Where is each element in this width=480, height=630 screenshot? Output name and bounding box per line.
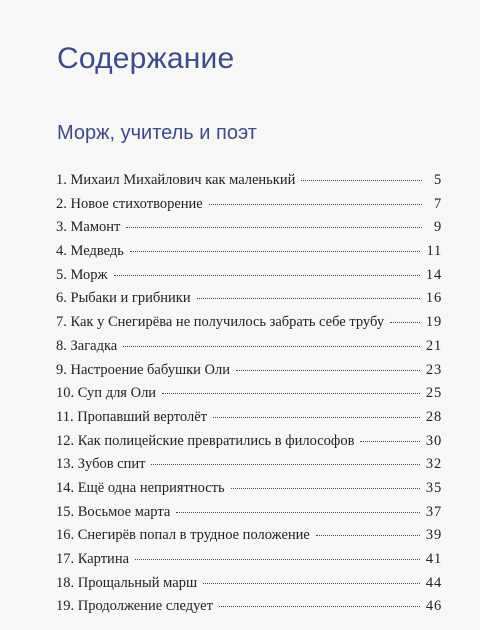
toc-entry-page-number: 28 <box>425 408 442 425</box>
toc-entry-title: 7. Как у Снегирёва не получилось забрать себе трубу <box>56 314 385 331</box>
toc-entry-title: 12. Как полицейские превратились в философов <box>56 432 355 449</box>
toc-entry-page-number: 30 <box>425 432 442 449</box>
toc-entry-page-number: 37 <box>425 503 442 520</box>
dot-leader <box>123 346 420 347</box>
dot-leader <box>130 251 421 252</box>
toc-entry-title: 13. Зубов спит <box>56 456 146 473</box>
toc-entry-page-number: 14 <box>425 266 442 283</box>
dot-leader <box>176 512 420 513</box>
toc-entry-title: 1. Михаил Михайлович как маленький <box>56 172 296 188</box>
toc-entry[interactable] <box>56 267 442 291</box>
toc-entry-title: 11. Пропавший вертолёт <box>56 408 208 425</box>
dot-leader <box>151 464 419 465</box>
toc-entry-page-number: 11 <box>426 243 442 260</box>
toc-entry-title: 15. Восьмое марта <box>56 503 171 520</box>
toc-entry[interactable] <box>56 172 442 196</box>
dot-leader <box>114 275 420 276</box>
toc-entry[interactable] <box>56 385 442 409</box>
toc-entry[interactable] <box>56 456 442 480</box>
dot-leader <box>301 180 422 181</box>
dot-leader <box>135 559 420 560</box>
toc-entry-title: 18. Прощальный марш <box>56 574 198 591</box>
dot-leader <box>390 322 420 323</box>
toc-entry[interactable] <box>56 433 442 457</box>
toc-entry[interactable] <box>56 480 442 504</box>
dot-leader <box>236 370 420 371</box>
dot-leader <box>316 535 420 536</box>
toc-entry-page-number: 23 <box>425 361 442 378</box>
toc-entry-title: 19. Продолжение следует <box>56 598 213 615</box>
toc-entry[interactable] <box>56 598 442 622</box>
toc-entry[interactable] <box>56 219 442 243</box>
toc-entry-title: 2. Новое стихотворение <box>56 195 203 212</box>
toc-entry-page-number: 39 <box>425 527 442 544</box>
dot-leader <box>197 298 420 299</box>
toc-entry-page-number: 35 <box>425 479 442 496</box>
toc-entry-page-number: 5 <box>433 172 442 188</box>
toc-entry[interactable] <box>56 362 442 386</box>
section-title: Морж, учитель и поэт <box>57 122 257 144</box>
dot-leader <box>126 227 422 228</box>
toc-entry-title: 17. Картина <box>56 551 130 567</box>
toc-entry-title: 10. Суп для Оли <box>56 385 157 402</box>
toc-entry-page-number: 32 <box>425 456 442 473</box>
toc-entry-page-number: 21 <box>425 337 442 354</box>
dot-leader <box>162 393 420 394</box>
toc-entry[interactable] <box>56 504 442 528</box>
toc-entry-page-number: 46 <box>425 598 442 615</box>
dot-leader <box>360 441 419 442</box>
toc-entry[interactable] <box>56 338 442 362</box>
toc-entry-page-number: 16 <box>425 290 442 307</box>
toc-entry-page-number: 19 <box>425 314 442 331</box>
toc-entry-title: 4. Медведь <box>56 243 124 260</box>
toc-entry[interactable] <box>56 551 442 575</box>
toc-entry-page-number: 41 <box>425 551 442 567</box>
toc-entry[interactable] <box>56 196 442 220</box>
toc-entry-title: 14. Ещё одна неприятность <box>56 479 225 496</box>
dot-leader <box>213 417 420 418</box>
toc-entry-page-number: 7 <box>433 195 442 212</box>
toc-entry-page-number: 44 <box>425 574 442 591</box>
toc-entry-title: 5. Морж <box>56 266 108 283</box>
toc-entry-title: 3. Мамонт <box>56 219 121 236</box>
toc-entry[interactable] <box>56 243 442 267</box>
dot-leader <box>203 583 420 584</box>
dot-leader <box>209 204 422 205</box>
toc-entry[interactable] <box>56 527 442 551</box>
toc-entry-page-number: 9 <box>433 219 442 236</box>
toc-entry-title: 9. Настроение бабушки Оли <box>56 361 230 378</box>
table-of-contents <box>56 172 442 622</box>
page-title: Содержание <box>57 42 235 75</box>
dot-leader <box>231 488 420 489</box>
toc-entry-title: 16. Снегирёв попал в трудное положение <box>56 527 310 544</box>
toc-entry[interactable] <box>56 409 442 433</box>
toc-entry-title: 8. Загадка <box>56 337 118 354</box>
toc-entry-page-number: 25 <box>425 385 442 402</box>
dot-leader <box>219 606 420 607</box>
toc-entry[interactable] <box>56 314 442 338</box>
toc-entry[interactable] <box>56 575 442 599</box>
toc-entry-title: 6. Рыбаки и грибники <box>56 290 191 307</box>
toc-entry[interactable] <box>56 290 442 314</box>
